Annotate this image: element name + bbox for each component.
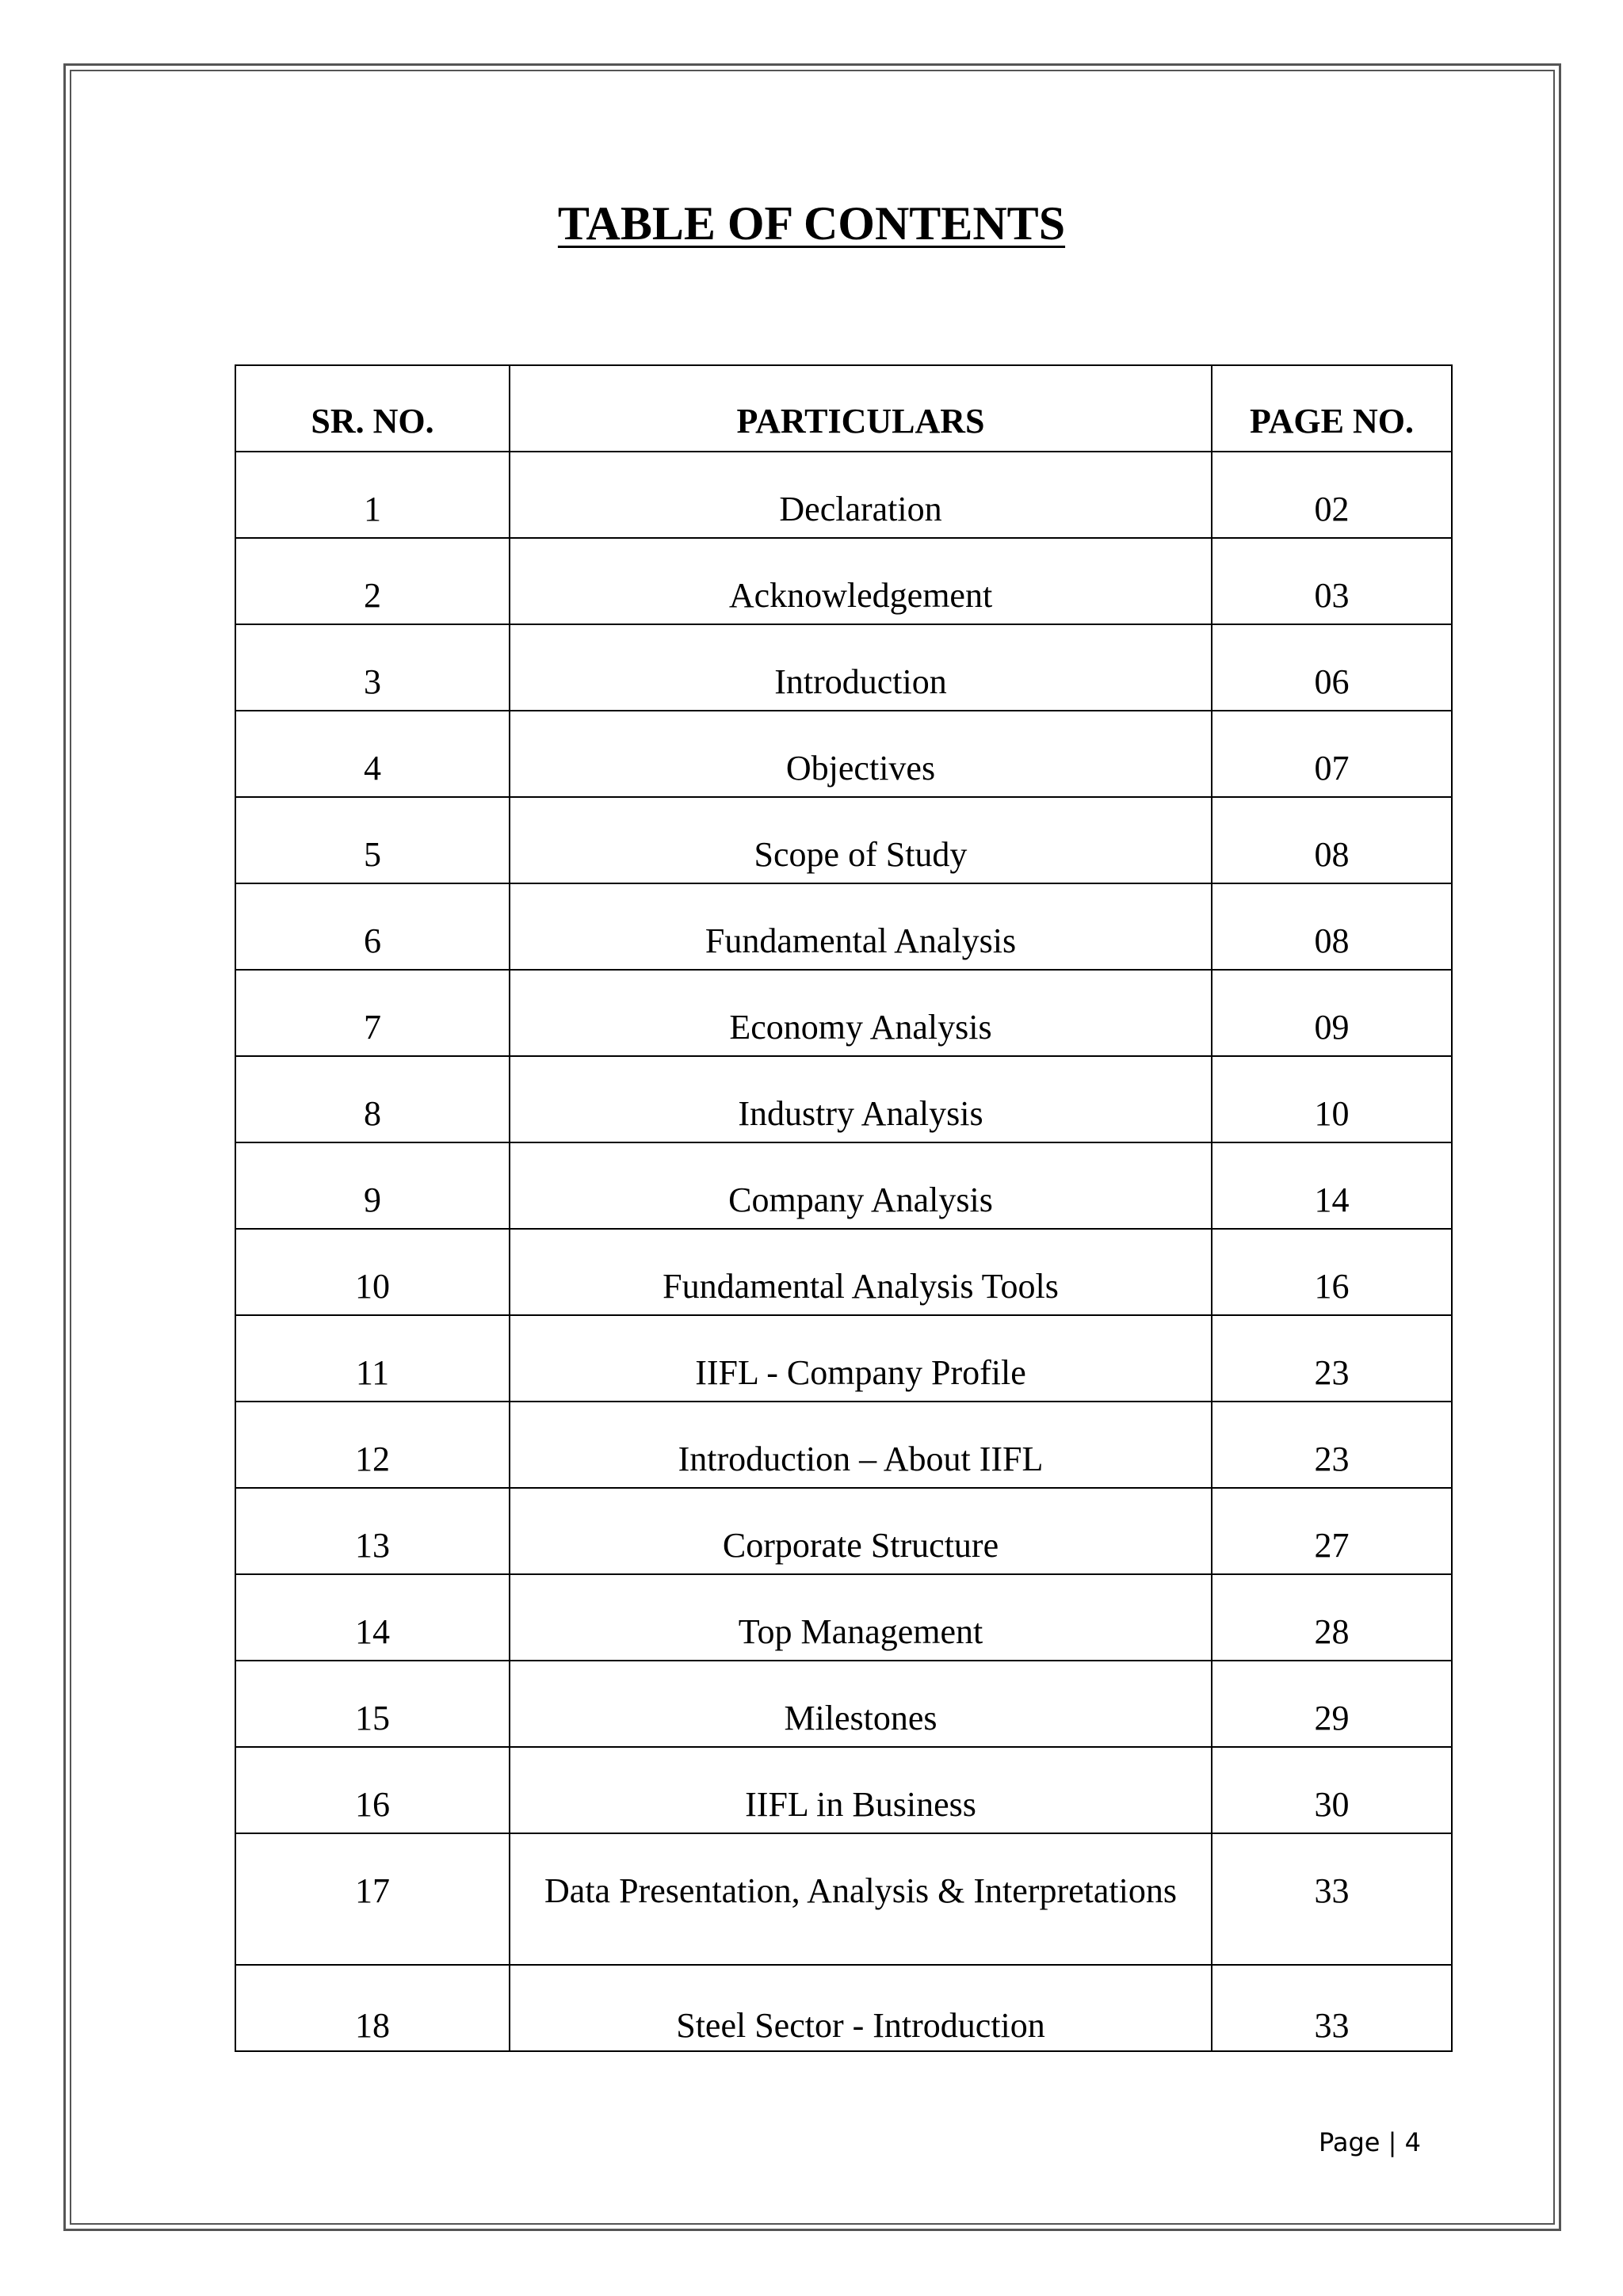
header-particulars: PARTICULARS xyxy=(510,365,1212,452)
sr-no-cell: 16 xyxy=(235,1747,510,1833)
particulars-cell: Declaration xyxy=(510,452,1212,538)
sr-no-cell: 2 xyxy=(235,538,510,624)
page-no-cell: 09 xyxy=(1212,970,1452,1056)
page-no-cell: 23 xyxy=(1212,1402,1452,1488)
page-footer xyxy=(1319,2127,1421,2157)
table-row xyxy=(235,1056,1452,1142)
page-no-cell: 23 xyxy=(1212,1315,1452,1402)
particulars-cell: Introduction xyxy=(510,624,1212,711)
sr-no-cell: 18 xyxy=(235,1965,510,2051)
particulars-cell: Top Management xyxy=(510,1574,1212,1661)
sr-no-cell: 13 xyxy=(235,1488,510,1574)
table-row xyxy=(235,1142,1452,1229)
particulars-cell: Industry Analysis xyxy=(510,1056,1212,1142)
sr-no-cell: 4 xyxy=(235,711,510,797)
table-row xyxy=(235,711,1452,797)
table-row xyxy=(235,1661,1452,1747)
table-row xyxy=(235,1833,1452,1965)
page-no-cell: 28 xyxy=(1212,1574,1452,1661)
table-row xyxy=(235,970,1452,1056)
particulars-cell: Milestones xyxy=(510,1661,1212,1747)
page-no-cell: 06 xyxy=(1212,624,1452,711)
sr-no-cell: 11 xyxy=(235,1315,510,1402)
page-no-cell: 16 xyxy=(1212,1229,1452,1315)
particulars-cell: IIFL - Company Profile xyxy=(510,1315,1212,1402)
sr-no-cell: 6 xyxy=(235,883,510,970)
particulars-cell: Economy Analysis xyxy=(510,970,1212,1056)
particulars-cell: Company Analysis xyxy=(510,1142,1212,1229)
page-no-cell: 33 xyxy=(1212,1833,1452,1965)
table-header-row xyxy=(235,365,1452,452)
table-row xyxy=(235,1315,1452,1402)
page-no-cell: 08 xyxy=(1212,797,1452,883)
table-row xyxy=(235,1229,1452,1315)
page-no-cell: 14 xyxy=(1212,1142,1452,1229)
particulars-cell: Fundamental Analysis xyxy=(510,883,1212,970)
page-no-cell: 29 xyxy=(1212,1661,1452,1747)
table-row xyxy=(235,1488,1452,1574)
sr-no-cell: 3 xyxy=(235,624,510,711)
particulars-cell: IIFL in Business xyxy=(510,1747,1212,1833)
sr-no-cell: 1 xyxy=(235,452,510,538)
particulars-cell: Fundamental Analysis Tools xyxy=(510,1229,1212,1315)
particulars-cell: Corporate Structure xyxy=(510,1488,1212,1574)
sr-no-cell: 14 xyxy=(235,1574,510,1661)
page-no-cell: 03 xyxy=(1212,538,1452,624)
sr-no-cell: 17 xyxy=(235,1833,510,1965)
table-row xyxy=(235,1747,1452,1833)
table-row xyxy=(235,797,1452,883)
particulars-cell: Scope of Study xyxy=(510,797,1212,883)
sr-no-cell: 5 xyxy=(235,797,510,883)
page-title-text: TABLE OF CONTENTS xyxy=(557,197,1066,250)
page-no-cell: 07 xyxy=(1212,711,1452,797)
particulars-cell: Introduction – About IIFL xyxy=(510,1402,1212,1488)
sr-no-cell: 10 xyxy=(235,1229,510,1315)
page-no-cell: 08 xyxy=(1212,883,1452,970)
table-row xyxy=(235,1402,1452,1488)
footer-page-label: Page xyxy=(1319,2127,1381,2157)
sr-no-cell: 15 xyxy=(235,1661,510,1747)
particulars-cell: Steel Sector - Introduction xyxy=(510,1965,1212,2051)
header-sr-no: SR. NO. xyxy=(235,365,510,452)
table-row xyxy=(235,1965,1452,2051)
sr-no-cell: 12 xyxy=(235,1402,510,1488)
contents-table xyxy=(235,364,1453,2052)
particulars-cell: Acknowledgement xyxy=(510,538,1212,624)
page-no-cell: 02 xyxy=(1212,452,1452,538)
sr-no-cell: 8 xyxy=(235,1056,510,1142)
particulars-cell: Objectives xyxy=(510,711,1212,797)
page-no-cell: 33 xyxy=(1212,1965,1452,2051)
page-no-cell: 27 xyxy=(1212,1488,1452,1574)
page-no-cell: 30 xyxy=(1212,1747,1452,1833)
sr-no-cell: 7 xyxy=(235,970,510,1056)
sr-no-cell: 9 xyxy=(235,1142,510,1229)
footer-separator: | xyxy=(1388,2127,1397,2157)
table-row xyxy=(235,624,1452,711)
particulars-cell: Data Presentation, Analysis & Interpretations xyxy=(510,1833,1212,1965)
table-row xyxy=(235,883,1452,970)
table-row xyxy=(235,538,1452,624)
footer-page-number: 4 xyxy=(1404,2127,1421,2157)
header-page-no: PAGE NO. xyxy=(1212,365,1452,452)
table-row xyxy=(235,1574,1452,1661)
page-title xyxy=(0,197,1623,250)
page-no-cell: 10 xyxy=(1212,1056,1452,1142)
table-row xyxy=(235,452,1452,538)
